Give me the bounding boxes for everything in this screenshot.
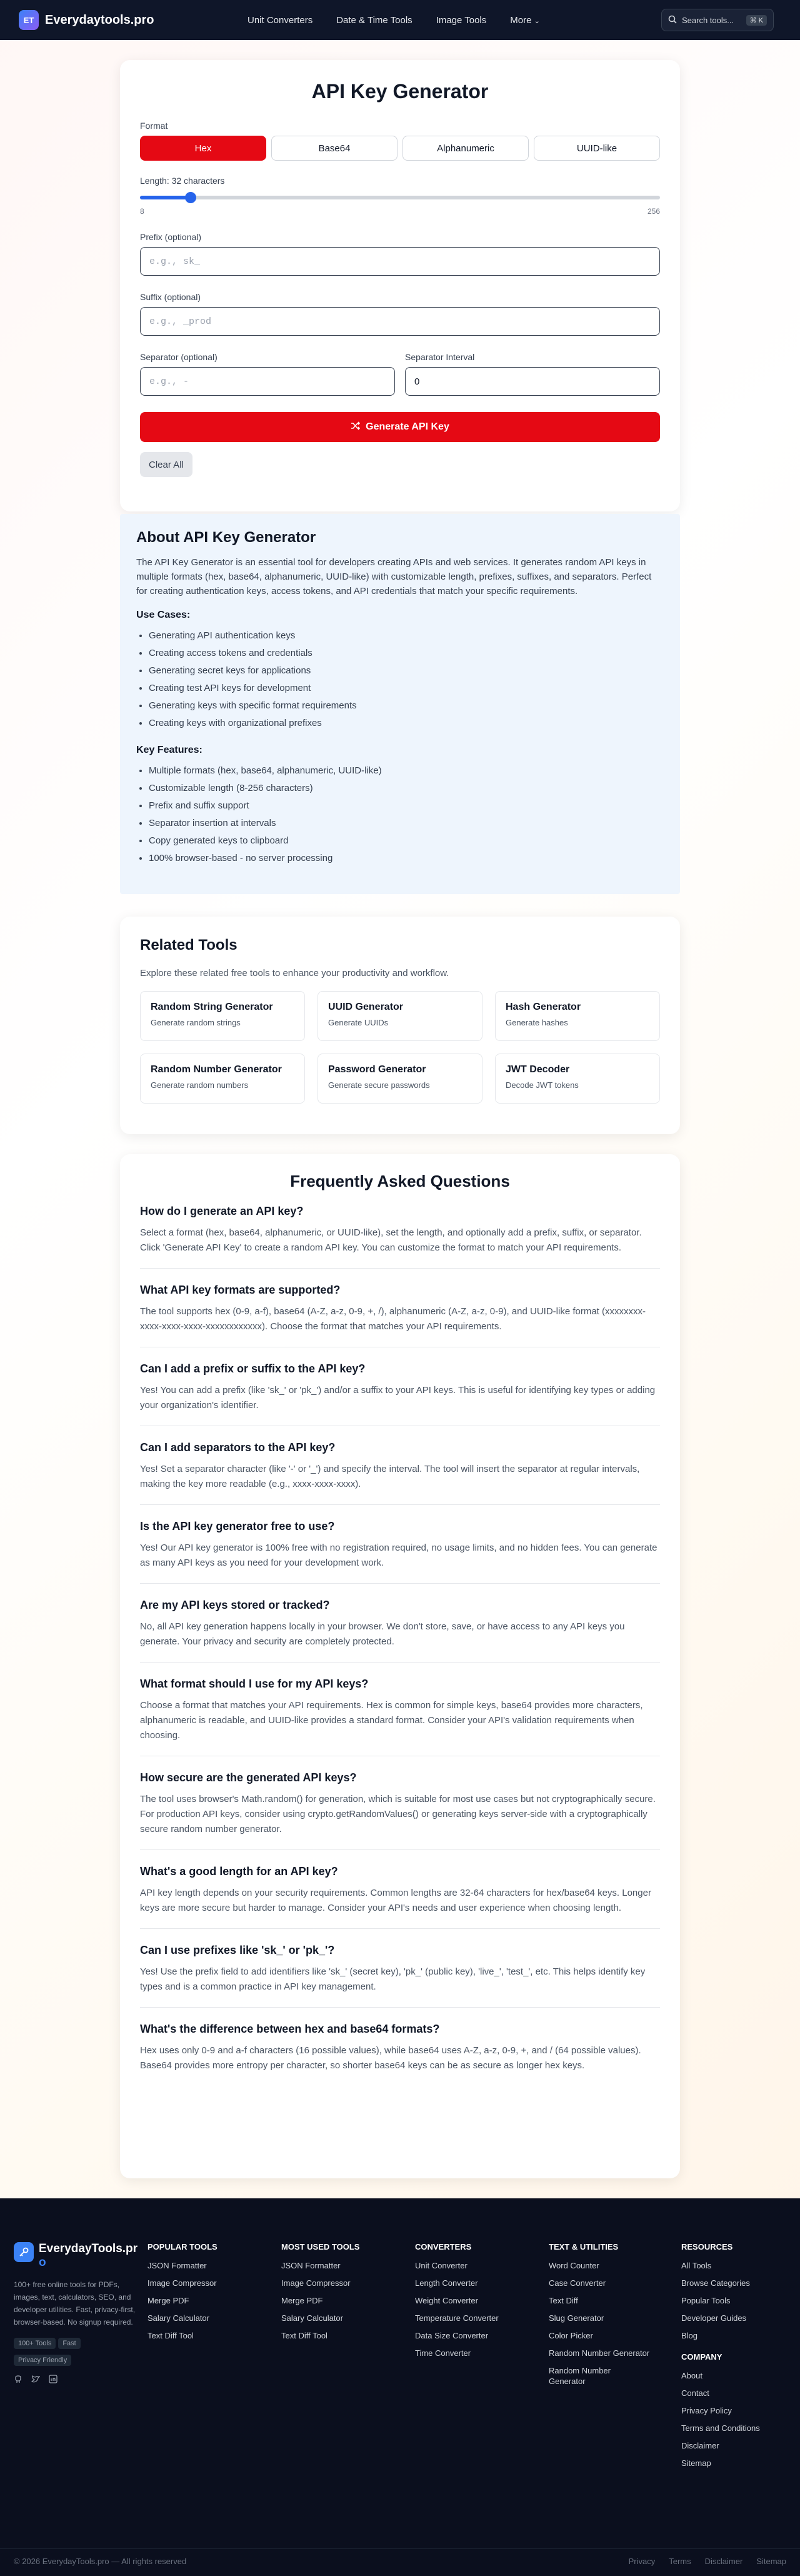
tool-name: Random String Generator xyxy=(151,1002,273,1012)
faq-item xyxy=(140,1205,660,1269)
footer-link[interactable]: JSON Formatter xyxy=(148,2261,207,2270)
tool-name: Random Number Generator xyxy=(151,1064,282,1075)
faq-question: How do I generate an API key? xyxy=(140,1205,304,1217)
footer-link[interactable]: Length Converter xyxy=(415,2278,478,2288)
faq-item xyxy=(140,1944,660,2008)
shuffle-icon xyxy=(351,421,361,434)
footer-col-title: MOST USED TOOLS xyxy=(281,2242,360,2251)
faq-item xyxy=(140,1678,660,1756)
tool-desc: Generate random strings xyxy=(151,1018,241,1027)
separator-row xyxy=(140,352,660,412)
footer-link[interactable]: Terms and Conditions xyxy=(681,2423,760,2433)
tool-card-hash[interactable] xyxy=(495,991,660,1041)
faq-answer: No, all API key generation happens locally in your browser. We don't store, save, or have access to any API keys you generate. Your privacy and security are completely protected. xyxy=(140,1621,625,1647)
list-item: • Customizable length (8-256 characters) xyxy=(149,780,664,797)
footer-link[interactable]: Popular Tools xyxy=(681,2296,731,2305)
footer-link[interactable]: Text Diff xyxy=(549,2296,578,2305)
footer-link[interactable]: Image Compressor xyxy=(281,2278,351,2288)
faq-item xyxy=(140,1599,660,1663)
footer-link[interactable]: Text Diff Tool xyxy=(148,2331,194,2340)
list-item: • Creating access tokens and credentials xyxy=(149,645,664,662)
footer-link[interactable]: Color Picker xyxy=(549,2331,593,2340)
footer-link[interactable]: Developer Guides xyxy=(681,2313,747,2323)
faq-item xyxy=(140,1865,660,1929)
nav-image-tools[interactable]: Image Tools xyxy=(436,14,487,26)
format-hex-button[interactable]: Hex xyxy=(140,136,266,161)
tool-card-jwt[interactable] xyxy=(495,1054,660,1104)
generator-card xyxy=(120,60,680,511)
interval-label: Separator Interval xyxy=(405,352,475,362)
footer-link[interactable]: Word Counter xyxy=(549,2261,599,2270)
related-tools-grid xyxy=(140,991,660,1104)
format-uuid-button[interactable]: UUID-like xyxy=(534,136,660,161)
footer-brand xyxy=(14,2242,139,2386)
footer-link[interactable]: All Tools xyxy=(681,2261,712,2270)
faq-answer: Yes! Set a separator character (like '-' or '_') and specify the interval. The tool will insert the separator at regular intervals, making the key more readable (e.g., xxxx-xxxx-xxxx). xyxy=(140,1464,640,1489)
footer-link[interactable]: Disclaimer xyxy=(681,2441,719,2450)
linkedin-icon[interactable] xyxy=(49,2375,58,2386)
faq-answer: Yes! Use the prefix field to add identifiers like 'sk_' (secret key), 'pk_' (public key), 'live_', 'test_', etc. This helps identify key types and is a common practice in API key management. xyxy=(140,1966,646,1992)
footer-brand-tail: o xyxy=(39,2256,46,2269)
features-list xyxy=(136,762,664,867)
list-item: • Generating keys with specific format requirements xyxy=(149,697,664,715)
footer-link-disclaimer[interactable]: Disclaimer xyxy=(704,2557,743,2566)
list-item: • Multiple formats (hex, base64, alphanumeric, UUID-like) xyxy=(149,762,664,780)
search-button[interactable] xyxy=(661,9,774,31)
faq-question: What API key formats are supported? xyxy=(140,1284,341,1296)
footer-col-title: POPULAR TOOLS xyxy=(148,2242,218,2251)
list-item: • Creating keys with organizational prefixes xyxy=(149,715,664,732)
footer-col-resources xyxy=(681,2242,760,2475)
faq-answer: Select a format (hex, base64, alphanumeric, or UUID-like), set the length, and optionally add a prefix, suffix, or separator. Click 'Generate API Key' to create a random API key. You can customize the format to match your API requirements. xyxy=(140,1227,642,1253)
tool-name: Hash Generator xyxy=(506,1002,581,1012)
about-section xyxy=(120,514,680,894)
related-title: Related Tools xyxy=(140,937,238,953)
tool-desc: Generate secure passwords xyxy=(328,1080,430,1090)
tool-name: JWT Decoder xyxy=(506,1064,570,1075)
tool-name: Password Generator xyxy=(328,1064,426,1075)
length-slider[interactable] xyxy=(140,191,660,203)
related-subtitle: Explore these related free tools to enhance your productivity and workflow. xyxy=(140,968,449,979)
tool-name: UUID Generator xyxy=(328,1002,404,1012)
faq-item xyxy=(140,1520,660,1584)
faq-question: Can I add a prefix or suffix to the API key? xyxy=(140,1362,366,1375)
footer-col-title: CONVERTERS xyxy=(415,2242,472,2251)
faq-item xyxy=(140,1441,660,1505)
slider-thumb[interactable] xyxy=(185,192,196,203)
footer-link[interactable]: JSON Formatter xyxy=(281,2261,341,2270)
list-item: • 100% browser-based - no server processing xyxy=(149,850,664,867)
nav-date-time-tools[interactable]: Date & Time Tools xyxy=(336,14,412,26)
related-tools-section xyxy=(120,917,680,1134)
copyright: © 2026 EverydayTools.pro — All rights reserved xyxy=(14,2557,187,2566)
list-item: • Generating API authentication keys xyxy=(149,627,664,645)
twitter-icon[interactable] xyxy=(31,2375,40,2386)
footer-link[interactable]: Merge PDF xyxy=(281,2296,323,2305)
tool-desc: Generate UUIDs xyxy=(328,1018,389,1027)
footer-link[interactable]: Weight Converter xyxy=(415,2296,478,2305)
faq-answer: Yes! Our API key generator is 100% free with no registration required, no usage limits, and no hidden fees. You can generate as many API keys as you need for your development work. xyxy=(140,1542,658,1568)
footer-description: 100+ free online tools for PDFs, images, text, calculators, SEO, and developer utilities. Fast, privacy-first, browser-based. No signup required. xyxy=(14,2280,136,2327)
badge: Fast xyxy=(58,2338,80,2349)
prefix-input[interactable] xyxy=(140,247,660,276)
faq-question: Is the API key generator free to use? xyxy=(140,1520,335,1532)
footer-link[interactable]: Salary Calculator xyxy=(281,2313,343,2323)
footer-brand-name[interactable] xyxy=(39,2242,138,2270)
faq-title: Frequently Asked Questions xyxy=(290,1172,510,1190)
footer-col-popular xyxy=(148,2242,218,2348)
faq-answer: Hex uses only 0-9 and a-f characters (16 possible values), while base64 uses A-Z, a-z, 0-9, +, and / (64 possible values). Base64 provides more entropy per character, so shorter base64 keys can be as secure as longer hex keys. xyxy=(140,2045,641,2071)
search-shortcut: ⌘ K xyxy=(746,15,767,26)
slider-fill xyxy=(140,196,191,199)
footer-link[interactable]: About xyxy=(681,2371,702,2380)
faq-question: Are my API keys stored or tracked? xyxy=(140,1599,330,1611)
list-item: • Generating secret keys for applications xyxy=(149,662,664,680)
site-footer xyxy=(0,2198,800,2576)
footer-bottom-bar xyxy=(0,2548,800,2566)
footer-col-title: COMPANY xyxy=(681,2352,722,2362)
footer-link[interactable]: Browse Categories xyxy=(681,2278,750,2288)
list-item: • Creating test API keys for development xyxy=(149,680,664,697)
footer-col-title: TEXT & UTILITIES xyxy=(549,2242,619,2251)
length-min: 8 xyxy=(140,207,144,216)
generate-button[interactable] xyxy=(140,412,660,442)
footer-col-most-used xyxy=(281,2242,359,2348)
nav-more[interactable] xyxy=(510,15,540,26)
faq-item xyxy=(140,2023,660,2086)
footer-link[interactable]: Time Converter xyxy=(415,2348,471,2358)
faq-item xyxy=(140,1362,660,1426)
badge: Privacy Friendly xyxy=(14,2355,71,2366)
footer-link[interactable]: Image Compressor xyxy=(148,2278,217,2288)
search-placeholder: Search tools... xyxy=(682,15,734,25)
suffix-label: Suffix (optional) xyxy=(140,292,201,302)
about-intro: The API Key Generator is an essential tool for developers creating APIs and web services. It generates random API keys in multiple formats (hex, base64, alphanumeric, UUID-like) with customizable length, prefixes, suffixes, and separators. Perfect for creating authentication keys, access tokens, and API credentials that match your specific requirements. xyxy=(136,557,652,596)
site-logo[interactable]: ET xyxy=(19,10,39,30)
prefix-label: Prefix (optional) xyxy=(140,232,202,242)
footer-link[interactable]: Unit Converter xyxy=(415,2261,468,2270)
footer-link[interactable]: Blog xyxy=(681,2331,698,2340)
tool-desc: Generate hashes xyxy=(506,1018,568,1027)
slider-track xyxy=(140,196,660,199)
length-max: 256 xyxy=(647,207,660,216)
footer-link[interactable]: Sitemap xyxy=(681,2458,711,2468)
format-label: Format xyxy=(140,121,168,131)
tool-card-random-string[interactable] xyxy=(140,991,305,1041)
social-links xyxy=(14,2375,139,2386)
footer-col-text-utilities xyxy=(549,2242,655,2393)
footer-link[interactable]: Random Number Generator xyxy=(549,2348,650,2358)
tool-card-random-number[interactable] xyxy=(140,1054,305,1104)
suffix-input[interactable] xyxy=(140,307,660,336)
list-item: • Copy generated keys to clipboard xyxy=(149,832,664,850)
faq-answer: The tool uses browser's Math.random() for generation, which is suitable for most use cases but not cryptographically secure. For production API keys, consider using crypto.getRandomValues() or generating keys server-side with a cryptographically secure random number generator. xyxy=(140,1794,656,1834)
faq-answer: The tool supports hex (0-9, a-f), base64 (A-Z, a-z, 0-9, +, /), alphanumeric (A-Z, a-z, 0-9), and UUID-like format (xxxxxxxx-xxxx-xxxx-xxxx-xxxxxxxxxxxx). Choose the format that matches your API requirements. xyxy=(140,1306,646,1332)
use-cases-title: Use Cases: xyxy=(136,610,191,620)
footer-col-converters xyxy=(415,2242,499,2365)
faq-answer: API key length depends on your security requirements. Common lengths are 32-64 characters for hex/base64 keys. Longer keys are more secure but harder to manage. Consider your API's needs and user experience when choosing length. xyxy=(140,1888,651,1913)
list-item: • Prefix and suffix support xyxy=(149,797,664,815)
clear-all-button[interactable]: Clear All xyxy=(140,452,192,477)
faq-question: What format should I use for my API keys? xyxy=(140,1678,369,1690)
tool-card-uuid[interactable] xyxy=(318,991,482,1041)
footer-badges xyxy=(14,2337,139,2371)
nav-more-label: More xyxy=(510,14,532,26)
format-alphanumeric-button[interactable]: Alphanumeric xyxy=(402,136,529,161)
footer-link[interactable]: Temperature Converter xyxy=(415,2313,499,2323)
footer-link[interactable]: Merge PDF xyxy=(148,2296,189,2305)
chevron-down-icon: ⌄ xyxy=(534,17,540,25)
footer-link[interactable]: Text Diff Tool xyxy=(281,2331,328,2340)
faq-section xyxy=(120,1154,680,2178)
tool-desc: Decode JWT tokens xyxy=(506,1080,579,1090)
faq-question: What's a good length for an API key? xyxy=(140,1865,338,1878)
faq-question: How secure are the generated API keys? xyxy=(140,1771,357,1784)
separator-label: Separator (optional) xyxy=(140,352,218,362)
faq-answer: Yes! You can add a prefix (like 'sk_' or 'pk_') and/or a suffix to your API keys. This is useful for identifying key types or adding your organization's identifier. xyxy=(140,1385,656,1411)
faq-question: What's the difference between hex and base64 formats? xyxy=(140,2023,440,2035)
search-icon xyxy=(668,15,677,26)
interval-input[interactable] xyxy=(405,367,660,396)
format-selector xyxy=(140,136,660,161)
footer-link[interactable]: Slug Generator xyxy=(549,2313,604,2323)
footer-link[interactable]: Random Number Generator xyxy=(549,2366,611,2386)
list-item: • Separator insertion at intervals xyxy=(149,815,664,832)
format-base64-button[interactable]: Base64 xyxy=(271,136,398,161)
footer-link-privacy[interactable]: Privacy xyxy=(628,2557,656,2566)
length-label: Length: 32 characters xyxy=(140,176,225,186)
use-cases-list xyxy=(136,627,664,732)
tool-card-password[interactable] xyxy=(318,1054,482,1104)
faq-item xyxy=(140,1771,660,1850)
footer-col-title: RESOURCES xyxy=(681,2242,733,2251)
badge: 100+ Tools xyxy=(14,2338,56,2349)
main-nav xyxy=(248,0,564,40)
tool-desc: Generate random numbers xyxy=(151,1080,249,1090)
footer-link[interactable]: Contact xyxy=(681,2388,709,2398)
footer-link[interactable]: Salary Calculator xyxy=(148,2313,209,2323)
about-title: About API Key Generator xyxy=(136,529,316,546)
brand-name[interactable]: Everydaytools.pro xyxy=(45,13,154,27)
features-title: Key Features: xyxy=(136,745,202,755)
footer-bottom-links xyxy=(629,2557,786,2566)
faq-answer: Choose a format that matches your API requirements. Hex is common for simple keys, base64 provides more characters, alphanumeric is readable, and UUID-like provides a standard format. Consider your API's validation requirements when choosing. xyxy=(140,1700,643,1741)
github-icon[interactable] xyxy=(14,2375,22,2386)
length-range xyxy=(140,207,660,216)
generate-label: Generate API Key xyxy=(366,421,449,432)
faq-question: Can I use prefixes like 'sk_' or 'pk_'? xyxy=(140,1944,335,1956)
footer-link[interactable]: Privacy Policy xyxy=(681,2406,732,2415)
faq-question: Can I add separators to the API key? xyxy=(140,1441,336,1454)
footer-link[interactable]: Case Converter xyxy=(549,2278,606,2288)
separator-input[interactable] xyxy=(140,367,395,396)
faq-item xyxy=(140,1284,660,1347)
top-navbar xyxy=(0,0,800,40)
page-title: API Key Generator xyxy=(311,80,489,103)
key-icon xyxy=(14,2242,34,2262)
nav-unit-converters[interactable]: Unit Converters xyxy=(248,14,313,26)
footer-link-sitemap[interactable]: Sitemap xyxy=(756,2557,786,2566)
footer-link-terms[interactable]: Terms xyxy=(669,2557,691,2566)
footer-link[interactable]: Data Size Converter xyxy=(415,2331,489,2340)
footer-brand-main: EverydayTools.pr xyxy=(39,2242,138,2255)
